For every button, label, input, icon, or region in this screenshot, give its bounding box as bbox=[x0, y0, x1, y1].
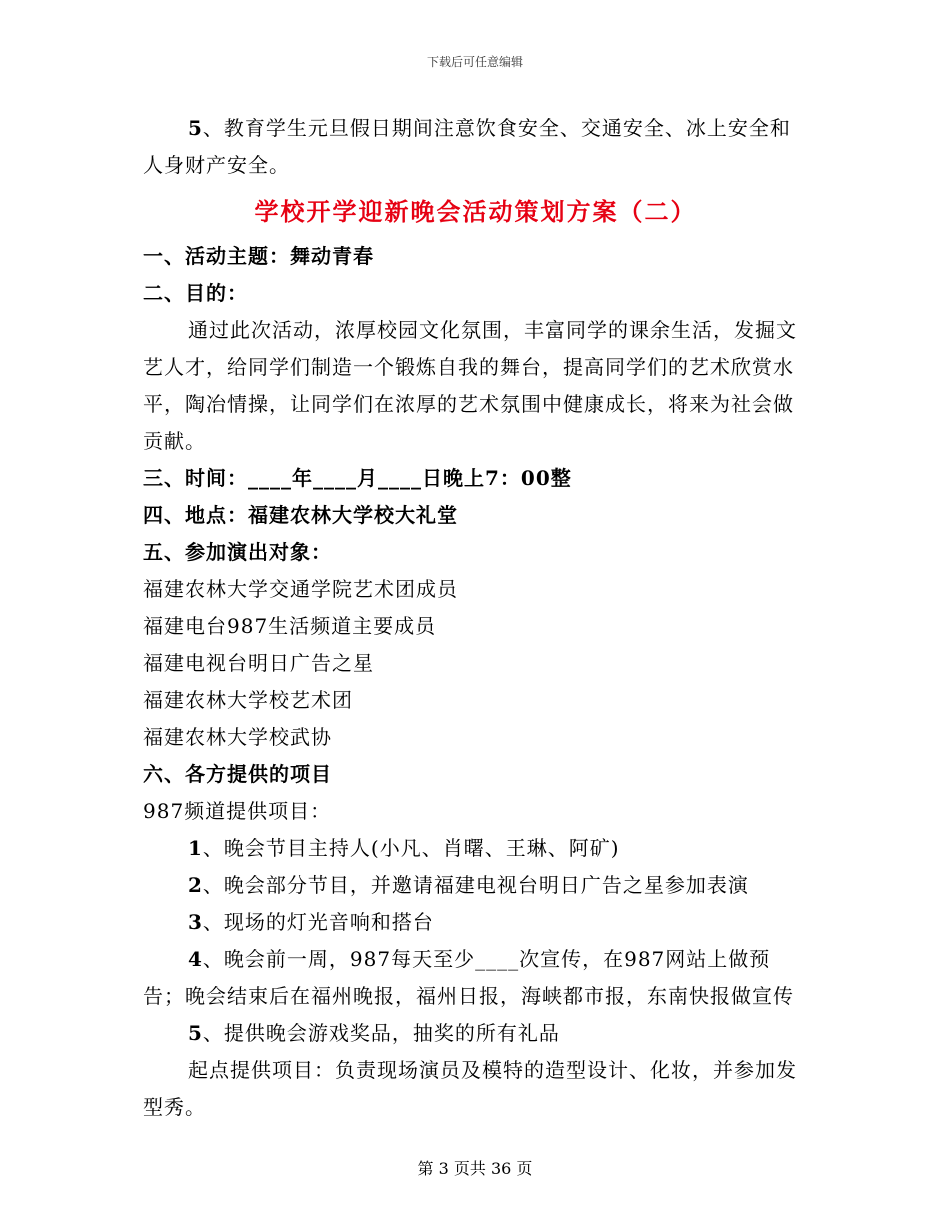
channel-item bbox=[143, 867, 808, 904]
participant-item: 福建电视台明日广告之星 bbox=[143, 651, 374, 675]
page-header-note: 下载后可任意编辑 bbox=[426, 55, 523, 69]
item-text: 、教育学生元旦假日期间注意饮食安全、交通安全、冰上安全和人身财产安全。 bbox=[143, 116, 791, 177]
participant-item: 福建电台987生活频道主要成员 bbox=[143, 614, 437, 638]
item-text: 、提供晚会游戏奖品，抽奖的所有礼品 bbox=[202, 1021, 560, 1045]
document-body bbox=[143, 110, 808, 1126]
participants-heading: 五、参加演出对象： bbox=[143, 540, 332, 564]
item-number: 3 bbox=[188, 910, 203, 934]
theme-heading: 一、活动主题：舞动青春 bbox=[143, 244, 374, 268]
purpose-heading: 二、目的： bbox=[143, 281, 248, 305]
item-number: 5 bbox=[188, 1021, 203, 1045]
intro-item bbox=[143, 110, 808, 184]
time-heading: 三、时间：____年____月____日晚上7：00整 bbox=[143, 466, 572, 490]
purpose-paragraph: 通过此次活动，浓厚校园文化氛围，丰富同学的课余生活，发掘文艺人才，给同学们制造一个锻炼自我的舞台，提高同学们的艺术欣赏水平，陶冶情操，让同学们在浓厚的艺术氛围中健康成长，将来为社会做贡献。 bbox=[143, 318, 797, 453]
item-text: 、晚会前一周，987每天至少____次宣传，在987网站上做预告；晚会结束后在福州晚报，福州日报，海峡都市报，东南快报做宣传 bbox=[143, 947, 794, 1008]
item-number: 1 bbox=[188, 836, 203, 860]
participant-item: 福建农林大学校艺术团 bbox=[143, 688, 353, 712]
provisions-heading: 六、各方提供的项目 bbox=[143, 762, 332, 786]
item-text: 、晚会部分节目，并邀请福建电视台明日广告之星参加表演 bbox=[202, 873, 749, 897]
channel-item bbox=[143, 1015, 808, 1052]
item-number: 5 bbox=[188, 116, 203, 140]
channel-item bbox=[143, 830, 808, 867]
document-title: 学校开学迎新晚会活动策划方案（二） bbox=[254, 197, 697, 226]
participant-item: 福建农林大学交通学院艺术团成员 bbox=[143, 577, 458, 601]
item-number: 2 bbox=[188, 873, 203, 897]
channel-heading: 987频道提供项目： bbox=[143, 799, 332, 823]
origin-paragraph: 起点提供项目：负责现场演员及模特的造型设计、化妆，并参加发型秀。 bbox=[143, 1058, 797, 1119]
channel-item bbox=[143, 941, 808, 1015]
channel-item bbox=[143, 904, 808, 941]
item-text: 、现场的灯光音响和搭台 bbox=[202, 910, 434, 934]
item-number: 4 bbox=[188, 947, 203, 971]
place-heading: 四、地点：福建农林大学校大礼堂 bbox=[143, 503, 458, 527]
item-text: 、晚会节目主持人(小凡、肖曙、王琳、阿矿) bbox=[202, 836, 620, 860]
page-number-footer: 第 3 页共 36 页 bbox=[417, 1159, 533, 1178]
participant-item: 福建农林大学校武协 bbox=[143, 725, 332, 749]
